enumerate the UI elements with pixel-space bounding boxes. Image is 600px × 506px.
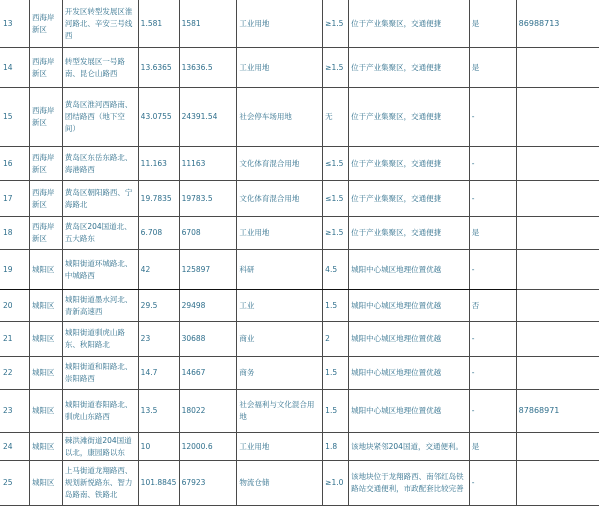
far-cell: 1.5 [323,357,349,390]
area-ha-cell: 11.163 [138,147,179,181]
land-use-cell: 工业 [237,290,323,322]
area-ha-cell: 14.7 [138,357,179,390]
area-m2-cell: 13636.5 [179,48,237,88]
area-ha-cell: 6.708 [138,217,179,250]
table-row [0,147,599,181]
contact-cell [516,322,599,357]
land-use-cell: 商业 [237,322,323,357]
contact-cell [516,290,599,322]
area-ha-cell: 101.8845 [138,461,179,506]
flag-cell: 是 [469,433,516,461]
flag-cell: - [469,88,516,147]
table-row [0,250,599,290]
area-ha-cell: 10 [138,433,179,461]
far-cell: ≥1.5 [323,0,349,48]
district-cell: 城阳区 [29,357,62,390]
location-cell: 城阳街道墨水河北、青新高速西 [62,290,138,322]
table-row [0,390,599,433]
area-m2-cell: 19783.5 [179,181,237,217]
area-ha-cell: 13.6365 [138,48,179,88]
table-row [0,0,599,48]
flag-cell: - [469,250,516,290]
row-number-cell: 22 [0,357,29,390]
land-use-cell: 商务 [237,357,323,390]
flag-cell: 是 [469,48,516,88]
location-cell: 黄岛区朝阳路西、宁海路北 [62,181,138,217]
land-use-cell: 文化体育混合用地 [237,147,323,181]
note-cell: 城阳中心城区地理位置优越 [349,290,470,322]
far-cell: ≥1.0 [323,461,349,506]
area-ha-cell: 19.7835 [138,181,179,217]
row-number-cell: 24 [0,433,29,461]
flag-cell: - [469,322,516,357]
area-m2-cell: 14667 [179,357,237,390]
area-ha-cell: 1.581 [138,0,179,48]
area-m2-cell: 24391.54 [179,88,237,147]
contact-cell: 87868971 [516,390,599,433]
land-use-cell: 工业用地 [237,48,323,88]
land-use-cell: 社会福利与文化混合用地 [237,390,323,433]
location-cell: 城阳街道驯虎山路东、秋阳路北 [62,322,138,357]
table-row [0,357,599,390]
district-cell: 城阳区 [29,322,62,357]
location-cell: 开发区转型发展区淮河路北、辛安三号线西 [62,0,138,48]
contact-cell [516,433,599,461]
area-m2-cell: 1581 [179,0,237,48]
row-number-cell: 17 [0,181,29,217]
far-cell: 1.8 [323,433,349,461]
note-cell: 城阳中心城区地理位置优越 [349,357,470,390]
area-ha-cell: 23 [138,322,179,357]
table-row [0,88,599,147]
district-cell: 城阳区 [29,390,62,433]
row-number-cell: 14 [0,48,29,88]
area-m2-cell: 125897 [179,250,237,290]
contact-cell [516,88,599,147]
row-number-cell: 13 [0,0,29,48]
location-cell: 城阳街道春阳路北、驯虎山东路西 [62,390,138,433]
flag-cell: - [469,147,516,181]
far-cell: ≤1.5 [323,147,349,181]
note-cell: 位于产业集聚区，交通便捷 [349,181,470,217]
location-cell: 城阳街道和阳路北、崇阳路西 [62,357,138,390]
contact-cell [516,250,599,290]
land-use-cell: 物流仓储 [237,461,323,506]
row-number-cell: 21 [0,322,29,357]
district-cell: 城阳区 [29,461,62,506]
note-cell: 城阳中心城区地理位置优越 [349,390,470,433]
area-m2-cell: 12000.6 [179,433,237,461]
district-cell: 西海岸新区 [29,88,62,147]
contact-cell: 86988713 [516,0,599,48]
location-cell: 黄岛区东岳东路北、海港路西 [62,147,138,181]
table-row [0,217,599,250]
contact-cell [516,147,599,181]
table-row [0,322,599,357]
flag-cell: - [469,181,516,217]
note-cell: 该地块位于龙翔路西、南邻红岛铁路站交通便利，市政配套比较完善 [349,461,470,506]
district-cell: 西海岸新区 [29,0,62,48]
location-cell: 黄岛区淮河西路南、团结路西（地下空间） [62,88,138,147]
row-number-cell: 23 [0,390,29,433]
district-cell: 西海岸新区 [29,181,62,217]
table-row [0,290,599,322]
district-cell: 西海岸新区 [29,217,62,250]
district-cell: 西海岸新区 [29,48,62,88]
flag-cell: 否 [469,290,516,322]
area-m2-cell: 18022 [179,390,237,433]
note-cell: 位于产业集聚区，交通便捷 [349,217,470,250]
note-cell: 位于产业集聚区，交通便捷 [349,147,470,181]
row-number-cell: 20 [0,290,29,322]
area-ha-cell: 42 [138,250,179,290]
far-cell: ≥1.5 [323,217,349,250]
flag-cell: - [469,357,516,390]
row-number-cell: 19 [0,250,29,290]
land-use-cell: 社会停车场用地 [237,88,323,147]
contact-cell [516,461,599,506]
note-cell: 位于产业集聚区，交通便捷 [349,0,470,48]
row-number-cell: 25 [0,461,29,506]
contact-cell [516,48,599,88]
far-cell: 1.5 [323,290,349,322]
far-cell: ≥1.5 [323,48,349,88]
note-cell: 位于产业集聚区，交通便捷 [349,48,470,88]
contact-cell [516,217,599,250]
far-cell: 2 [323,322,349,357]
far-cell: ≤1.5 [323,181,349,217]
far-cell: 无 [323,88,349,147]
note-cell: 位于产业集聚区，交通便捷 [349,88,470,147]
table-row [0,181,599,217]
contact-cell [516,357,599,390]
table-row [0,433,599,461]
note-cell: 城阳中心城区地理位置优越 [349,250,470,290]
land-use-cell: 文化体育混合用地 [237,181,323,217]
district-cell: 城阳区 [29,433,62,461]
table-row [0,461,599,506]
area-m2-cell: 30688 [179,322,237,357]
note-cell: 城阳中心城区地理位置优越 [349,322,470,357]
district-cell: 城阳区 [29,250,62,290]
land-use-cell: 科研 [237,250,323,290]
area-ha-cell: 43.0755 [138,88,179,147]
land-use-cell: 工业用地 [237,217,323,250]
flag-cell: - [469,390,516,433]
district-cell: 西海岸新区 [29,147,62,181]
area-m2-cell: 67923 [179,461,237,506]
far-cell: 1.5 [323,390,349,433]
row-number-cell: 18 [0,217,29,250]
area-m2-cell: 29498 [179,290,237,322]
table-row [0,48,599,88]
contact-cell [516,181,599,217]
flag-cell: 是 [469,217,516,250]
district-cell: 城阳区 [29,290,62,322]
area-m2-cell: 11163 [179,147,237,181]
land-use-cell: 工业用地 [237,433,323,461]
area-ha-cell: 29.5 [138,290,179,322]
flag-cell: - [469,461,516,506]
far-cell: 4.5 [323,250,349,290]
flag-cell: 是 [469,0,516,48]
location-cell: 转型发展区一号路南、昆仑山路西 [62,48,138,88]
area-m2-cell: 6708 [179,217,237,250]
land-use-cell: 工业用地 [237,0,323,48]
location-cell: 上马街道龙翔路西、规划新悦路东、智力岛路南、铁路北 [62,461,138,506]
location-cell: 棘洪滩街道204国道以北，康园路以东 [62,433,138,461]
note-cell: 该地块紧邻204国道，交通便利。 [349,433,470,461]
row-number-cell: 16 [0,147,29,181]
area-ha-cell: 13.5 [138,390,179,433]
location-cell: 黄岛区204国道北、五大路东 [62,217,138,250]
row-number-cell: 15 [0,88,29,147]
location-cell: 城阳街道环城路北、中城路西 [62,250,138,290]
